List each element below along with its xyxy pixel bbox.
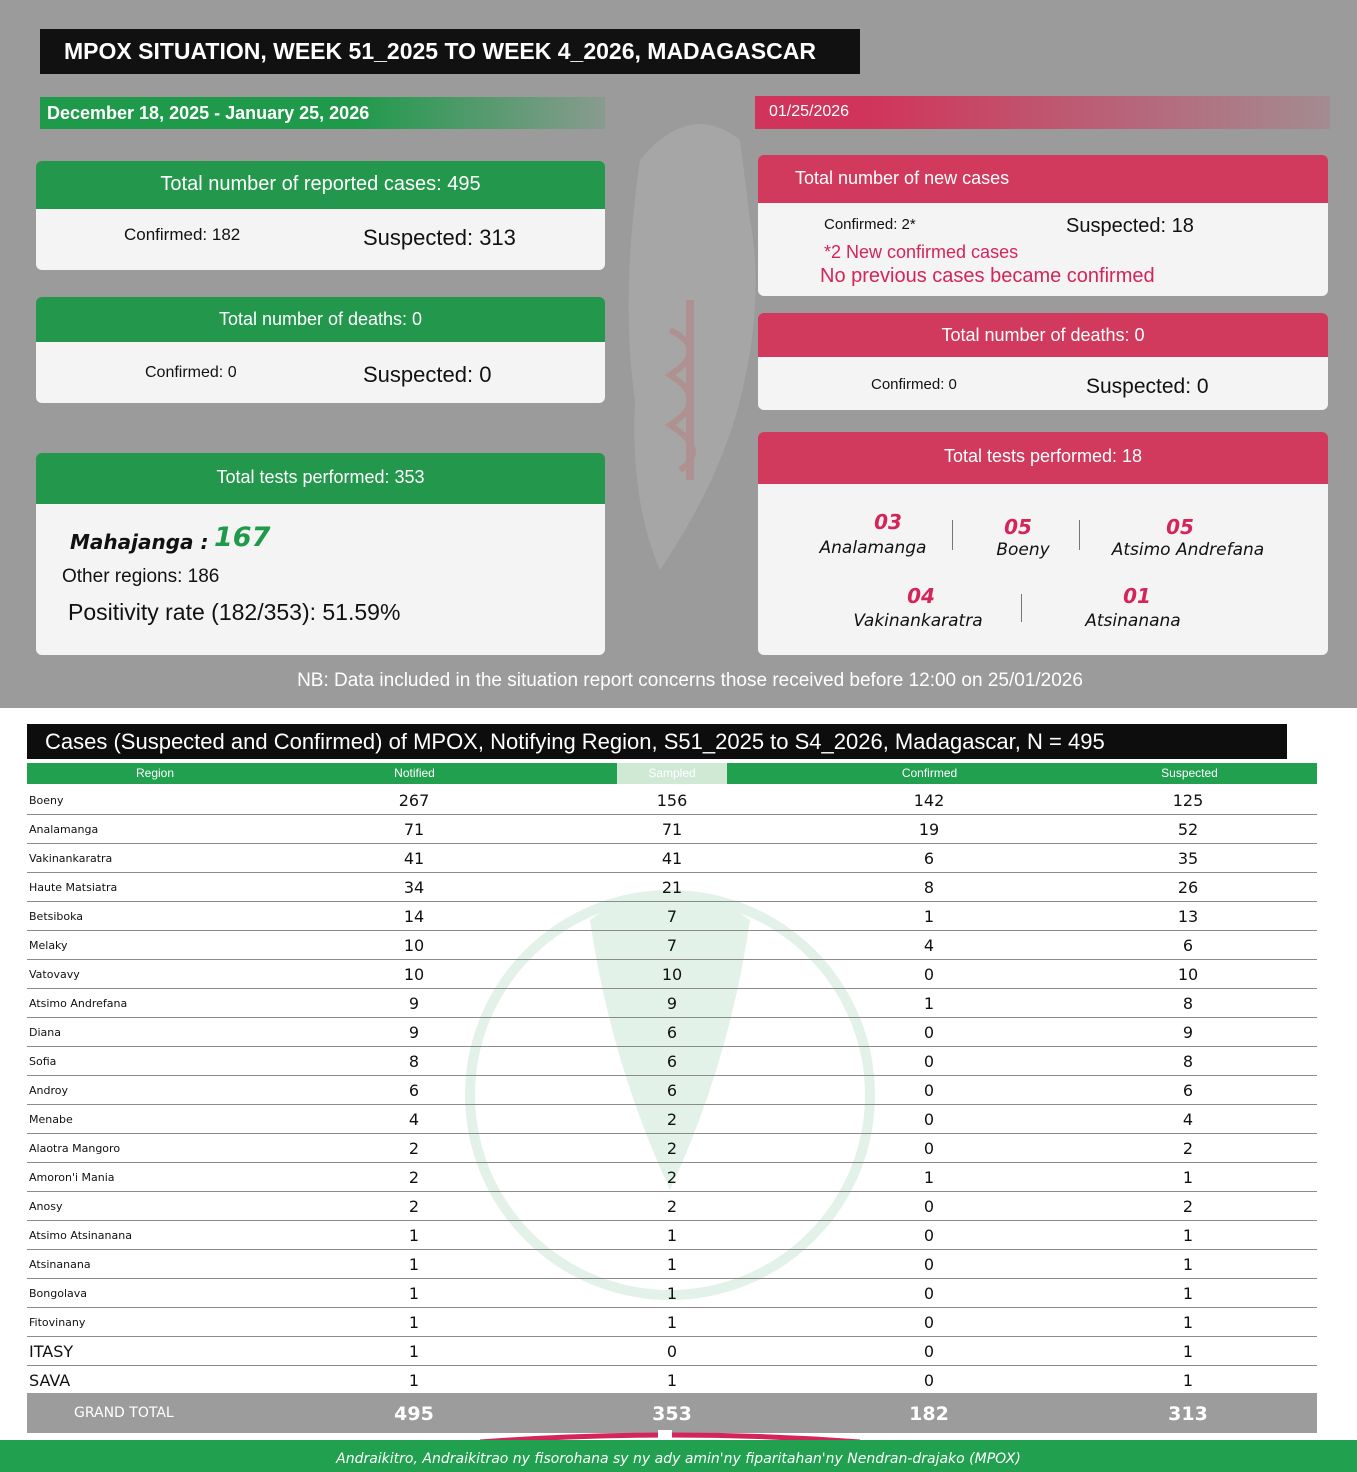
region-cell: Vatovavy [29, 968, 80, 981]
reported-confirmed: Confirmed: 182 [124, 225, 241, 244]
sampled-cell: 71 [661, 820, 683, 839]
table-row [27, 1134, 1317, 1163]
notified-cell: 10 [403, 965, 425, 984]
notified-cell: 1 [408, 1226, 420, 1245]
footer-slogan: Andraikitro, Andraikitrao ny fisorohana sy ny ady amin'ny fiparitahan'ny Nendran-drajako (MPOX) [0, 1440, 1357, 1472]
sampled-cell: 41 [661, 849, 683, 868]
table-row [27, 1366, 1317, 1395]
sampled-cell: 156 [656, 791, 688, 810]
suspected-cell: 6 [1182, 936, 1194, 955]
right-deaths-header: Total number of deaths: 0 [758, 313, 1328, 357]
confirmed-cell: 0 [923, 1081, 935, 1100]
confirmed-cell: 0 [923, 1139, 935, 1158]
sampled-cell: 1 [666, 1313, 678, 1332]
tests-card [36, 504, 605, 655]
sampled-cell: 2 [666, 1110, 678, 1129]
notified-cell: 2 [408, 1168, 420, 1187]
suspected-cell: 6 [1182, 1081, 1194, 1100]
region-cell: Androy [29, 1084, 68, 1097]
notified-cell: 2 [408, 1197, 420, 1216]
sampled-cell: 9 [666, 994, 678, 1013]
sampled-cell: 1 [666, 1371, 678, 1390]
reported-suspected: Suspected: 313 [363, 225, 516, 250]
suspected-cell: 125 [1172, 791, 1204, 810]
notified-cell: 1 [408, 1284, 420, 1303]
suspected-cell: 1 [1182, 1284, 1194, 1303]
table-row [27, 1192, 1317, 1221]
region-count: 04 [907, 584, 935, 608]
region-cell: Bongolava [29, 1287, 88, 1300]
suspected-cell: 52 [1177, 820, 1199, 839]
confirmed-cell: 1 [923, 1168, 935, 1187]
deaths-confirmed: Confirmed: 0 [145, 364, 237, 381]
notified-cell: 8 [408, 1052, 420, 1071]
confirmed-cell: 0 [923, 1052, 935, 1071]
region-cell: SAVA [29, 1371, 71, 1390]
notified-cell: 9 [408, 1023, 420, 1042]
notified-cell: 4 [408, 1110, 420, 1129]
suspected-cell: 10 [1177, 965, 1199, 984]
table-row [27, 902, 1317, 931]
table-row [27, 1018, 1317, 1047]
confirmed-cell: 0 [923, 1023, 935, 1042]
suspected-cell: 1 [1182, 1342, 1194, 1361]
table-row [27, 960, 1317, 989]
page-title: MPOX SITUATION, WEEK 51_2025 TO WEEK 4_2026, MADAGASCAR [40, 29, 860, 74]
confirmed-cell: 6 [923, 849, 935, 868]
grand-total-sampled: 353 [652, 1403, 692, 1425]
notified-cell: 34 [403, 878, 425, 897]
notified-cell: 1 [408, 1342, 420, 1361]
suspected-cell: 2 [1182, 1139, 1194, 1158]
notified-cell: 41 [403, 849, 425, 868]
region-cell: Menabe [29, 1113, 73, 1126]
reported-cases-header: Total number of reported cases: 495 [36, 161, 605, 209]
confirmed-cell: 0 [923, 1313, 935, 1332]
region-cell: Atsinanana [29, 1258, 91, 1271]
sampled-cell: 1 [666, 1255, 678, 1274]
period-label: December 18, 2025 - January 25, 2026 [40, 97, 605, 129]
confirmed-cell: 0 [923, 1110, 935, 1129]
region-cell: ITASY [29, 1342, 74, 1361]
region-cell: Analamanga [29, 823, 99, 836]
confirmed-cell: 1 [923, 907, 935, 926]
notified-cell: 71 [403, 820, 425, 839]
right-tests-header: Total tests performed: 18 [758, 432, 1328, 484]
confirmed-cell: 0 [923, 1255, 935, 1274]
table-title: Cases (Suspected and Confirmed) of MPOX, Notifying Region, S51_2025 to S4_2026, Madagascar, N = 495 [27, 724, 1287, 759]
suspected-cell: 1 [1182, 1371, 1194, 1390]
new-cases-card [758, 203, 1328, 296]
table-row [27, 815, 1317, 844]
right-deaths-card [758, 357, 1328, 410]
notified-cell: 2 [408, 1139, 420, 1158]
region-cell: Haute Matsiatra [29, 881, 118, 894]
separator [1079, 520, 1080, 550]
table-row [27, 1279, 1317, 1308]
grand-total-row [27, 1393, 1317, 1433]
notified-cell: 1 [408, 1313, 420, 1332]
suspected-cell: 35 [1177, 849, 1199, 868]
confirmed-cell: 0 [923, 965, 935, 984]
notified-cell: 1 [408, 1371, 420, 1390]
region-count: 05 [1004, 515, 1032, 539]
table-row [27, 1047, 1317, 1076]
region-count: 03 [874, 510, 902, 534]
sampled-cell: 2 [666, 1139, 678, 1158]
table-row [27, 1250, 1317, 1279]
suspected-cell: 2 [1182, 1197, 1194, 1216]
confirmed-cell: 142 [913, 791, 945, 810]
sampled-cell: 0 [666, 1342, 678, 1361]
mahajanga-value: 167 [214, 522, 271, 553]
table-row [27, 1337, 1317, 1366]
sampled-cell: 1 [666, 1284, 678, 1303]
sampled-cell: 6 [666, 1081, 678, 1100]
region-cell: Diana [29, 1026, 61, 1039]
reported-cases-card [36, 209, 605, 270]
sampled-cell: 2 [666, 1168, 678, 1187]
grand-total-confirmed: 182 [909, 1403, 949, 1425]
region-name: Analamanga [819, 538, 927, 558]
confirmed-cell: 0 [923, 1226, 935, 1245]
notified-cell: 10 [403, 936, 425, 955]
caduceus-watermark-icon [600, 100, 770, 580]
table-row [27, 873, 1317, 902]
region-cell: Melaky [29, 939, 68, 952]
table-row [27, 1076, 1317, 1105]
separator [952, 520, 953, 550]
region-name: Atsimo Andrefana [1111, 540, 1265, 560]
suspected-cell: 4 [1182, 1110, 1194, 1129]
sampled-cell: 6 [666, 1052, 678, 1071]
previous-cases-note: No previous cases became confirmed [820, 265, 1155, 287]
suspected-cell: 8 [1182, 1052, 1194, 1071]
region-count: 05 [1166, 515, 1194, 539]
deaths-card [36, 342, 605, 403]
column-header-confirmed: Confirmed [901, 766, 958, 780]
sampled-cell: 6 [666, 1023, 678, 1042]
sampled-cell: 2 [666, 1197, 678, 1216]
positivity-rate: Positivity rate (182/353): 51.59% [68, 599, 401, 625]
notified-cell: 267 [398, 791, 430, 810]
region-cell: Anosy [29, 1200, 63, 1213]
region-name: Vakinankaratra [853, 611, 983, 631]
data-note: NB: Data included in the situation report concerns those received before 12:00 on 25/01/2026 [297, 670, 1083, 691]
region-cell: Amoron'i Mania [29, 1171, 115, 1184]
suspected-cell: 1 [1182, 1226, 1194, 1245]
region-cell: Atsimo Andrefana [29, 997, 128, 1010]
grand-total-notified: 495 [394, 1403, 434, 1425]
suspected-cell: 1 [1182, 1313, 1194, 1332]
suspected-cell: 9 [1182, 1023, 1194, 1042]
confirmed-cell: 0 [923, 1342, 935, 1361]
notified-cell: 6 [408, 1081, 420, 1100]
date-label: 01/25/2026 [755, 96, 1330, 129]
notified-cell: 9 [408, 994, 420, 1013]
region-cell: Fitovinany [29, 1316, 86, 1329]
sampled-cell: 1 [666, 1226, 678, 1245]
confirmed-cell: 0 [923, 1197, 935, 1216]
deaths-header: Total number of deaths: 0 [36, 297, 605, 342]
mahajanga-label: Mahajanga : [70, 530, 209, 554]
suspected-cell: 1 [1182, 1168, 1194, 1187]
table-row [27, 1308, 1317, 1337]
new-confirmed: Confirmed: 2* [824, 216, 916, 233]
column-header-suspected: Suspected [1161, 766, 1218, 780]
right-deaths-confirmed: Confirmed: 0 [871, 376, 957, 393]
region-cell: Boeny [29, 794, 64, 807]
notified-cell: 14 [403, 907, 425, 926]
deaths-suspected: Suspected: 0 [363, 362, 492, 387]
other-regions: Other regions: 186 [62, 566, 220, 587]
confirmed-cell: 19 [918, 820, 940, 839]
suspected-cell: 26 [1177, 878, 1199, 897]
sampled-cell: 7 [666, 936, 678, 955]
right-deaths-suspected: Suspected: 0 [1086, 375, 1209, 398]
separator [1021, 594, 1022, 622]
notified-cell: 1 [408, 1255, 420, 1274]
table-row [27, 931, 1317, 960]
confirmed-cell: 1 [923, 994, 935, 1013]
suspected-cell: 8 [1182, 994, 1194, 1013]
table-row [27, 1105, 1317, 1134]
new-cases-note: *2 New confirmed cases [824, 242, 1019, 262]
region-name: Atsinanana [1085, 611, 1181, 631]
region-cell: Sofia [29, 1055, 57, 1068]
column-header-region: Region [135, 766, 175, 780]
region-cell: Vakinankaratra [29, 852, 113, 865]
confirmed-cell: 4 [923, 936, 935, 955]
column-header-sampled: Sampled [617, 763, 727, 784]
tests-header: Total tests performed: 353 [36, 453, 605, 504]
region-cell: Alaotra Mangoro [29, 1142, 121, 1155]
table-row [27, 1163, 1317, 1192]
confirmed-cell: 0 [923, 1284, 935, 1303]
summary-panel [0, 0, 1357, 708]
table-row [27, 1221, 1317, 1250]
sampled-cell: 7 [666, 907, 678, 926]
confirmed-cell: 8 [923, 878, 935, 897]
region-cell: Atsimo Atsinanana [29, 1229, 132, 1242]
table-row [27, 989, 1317, 1018]
right-tests-card [758, 484, 1328, 655]
grand-total-suspected: 313 [1168, 1403, 1208, 1425]
region-count: 01 [1123, 584, 1151, 608]
region-cell: Betsiboka [29, 910, 84, 923]
confirmed-cell: 0 [923, 1371, 935, 1390]
sampled-cell: 10 [661, 965, 683, 984]
region-name: Boeny [996, 540, 1050, 560]
table-header [27, 763, 1317, 784]
table-row [27, 786, 1317, 815]
suspected-cell: 13 [1177, 907, 1199, 926]
new-cases-header: Total number of new cases [758, 155, 1328, 203]
table-row [27, 844, 1317, 873]
sampled-cell: 21 [661, 878, 683, 897]
grand-total-label: GRAND TOTAL [74, 1405, 174, 1421]
suspected-cell: 1 [1182, 1255, 1194, 1274]
new-suspected: Suspected: 18 [1066, 215, 1194, 237]
table-body [27, 786, 1317, 1395]
column-header-notified: Notified [394, 766, 435, 780]
